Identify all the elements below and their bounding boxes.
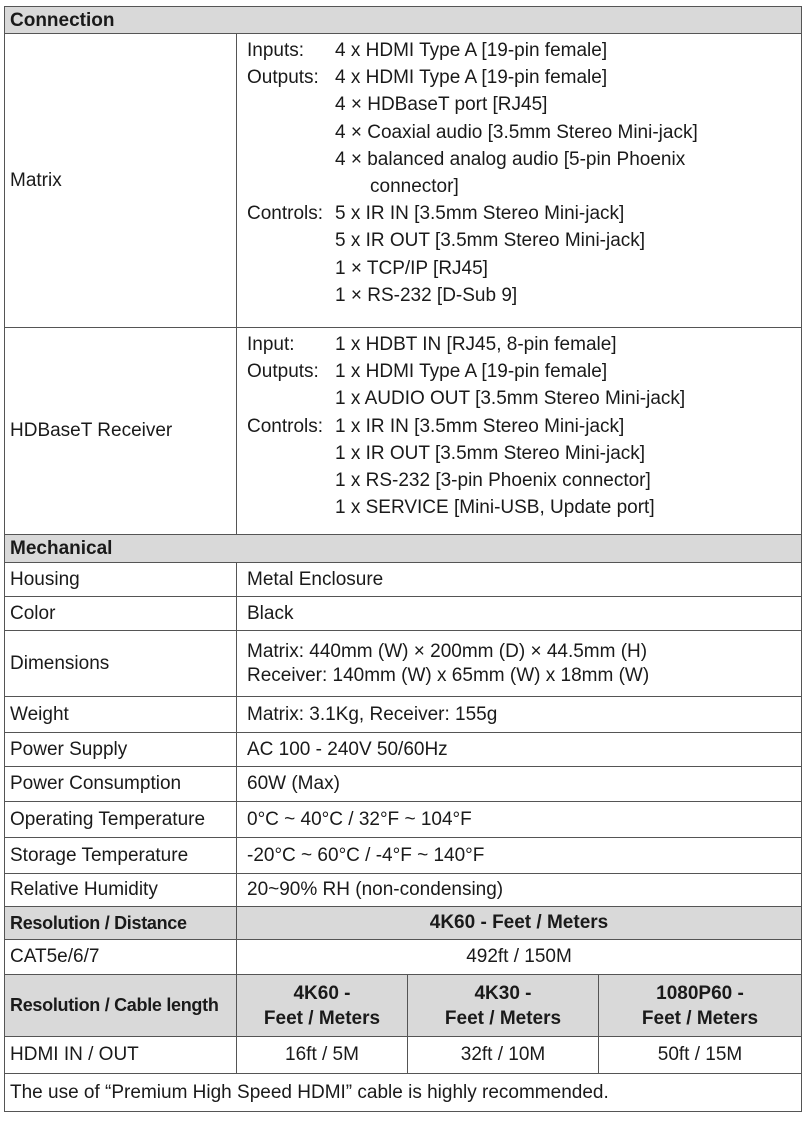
port-line-text: 1 x IR OUT [3.5mm Stereo Mini-jack] [335,442,646,464]
port-group-key: Controls: [247,415,324,437]
port-line [247,91,801,118]
port-line [247,385,801,412]
port-line [247,255,801,282]
port-line-text: 1 x IR IN [3.5mm Stereo Mini-jack] [335,415,625,437]
cable-header-row [4,975,802,1037]
dimensions-receiver: Receiver: 140mm (W) x 65mm (W) x 18mm (W) [247,664,650,686]
port-line [247,413,801,440]
matrix-label: Matrix [5,34,237,327]
housing-value: Metal Enclosure [247,568,384,590]
cable-col-4k60 [237,975,408,1036]
port-line-text: 4 × HDBaseT port [RJ45] [335,94,548,116]
col-unit: Feet / Meters [641,1007,759,1029]
section-title: Connection [10,10,115,31]
port-group-key: Inputs: [247,40,305,61]
spec-row-power-supply [4,733,802,767]
port-line-text: 1 x RS-232 [3-pin Phoenix connector] [335,469,651,491]
port-line [247,282,801,309]
power-consumption-label: Power Consumption [5,767,237,801]
relative-humidity-label: Relative Humidity [5,874,237,906]
spec-row-relative-humidity [4,874,802,907]
port-line-text: 4 x HDMI Type A [19-pin female] [335,67,608,89]
port-line-text: 4 x HDMI Type A [19-pin female] [335,40,608,61]
col-unit: Feet / Meters [263,1007,381,1029]
power-supply-value: AC 100 - 240V 50/60Hz [247,738,448,760]
port-line [247,64,801,91]
relative-humidity-value: 20~90% RH (non-condensing) [247,879,504,900]
distance-header-row [4,907,802,940]
port-line-text: 5 x IR OUT [3.5mm Stereo Mini-jack] [335,230,646,252]
cable-header-label: Resolution / Cable length [5,975,237,1036]
port-line-text: 1 x AUDIO OUT [3.5mm Stereo Mini-jack] [335,388,686,410]
dimensions-value [237,631,801,696]
port-group-key: Input: [247,334,295,355]
port-line [247,173,801,200]
spec-row-dimensions [4,631,802,697]
port-line-text: 4 × balanced analog audio [5-pin Phoenix [335,148,686,170]
spec-table [4,6,802,1112]
port-line-text: 1 x HDBT IN [RJ45, 8-pin female] [335,334,617,355]
port-group-key: Outputs: [247,67,319,89]
port-line [247,37,801,64]
color-value: Black [247,602,294,624]
receiver-ports-list [237,328,801,524]
port-line-text: 4 × Coaxial audio [3.5mm Stereo Mini-jack] [335,121,698,143]
section-header-connection [4,6,802,34]
spec-row-storage-temperature [4,838,802,874]
weight-label: Weight [5,697,237,732]
cable-col-1080p60 [599,975,801,1036]
port-line [247,358,801,385]
port-line-text: 5 x IR IN [3.5mm Stereo Mini-jack] [335,203,625,225]
spec-row-color [4,597,802,631]
port-line-text: 1 × TCP/IP [RJ45] [335,257,488,279]
distance-cat-row [4,940,802,975]
cat-label: CAT5e/6/7 [5,940,237,974]
port-line [247,200,801,227]
dimensions-matrix: Matrix: 440mm (W) × 200mm (D) × 44.5mm (H) [247,640,648,662]
spec-row-matrix [4,34,802,328]
hdmi-4k60-value: 16ft / 5M [237,1037,408,1073]
col-resolution: 1080P60 - [656,982,744,1004]
spec-row-operating-temperature [4,802,802,838]
storage-temperature-label: Storage Temperature [5,838,237,873]
port-line [247,440,801,467]
distance-header-value: 4K60 - Feet / Meters [429,912,609,933]
port-line-text: 1 x HDMI Type A [19-pin female] [335,361,608,383]
power-consumption-value: 60W (Max) [247,773,340,794]
operating-temperature-label: Operating Temperature [5,802,237,837]
section-title: Mechanical [10,538,113,559]
port-line [247,227,801,254]
color-label: Color [5,597,237,630]
hdmi-4k30-value: 32ft / 10M [408,1037,599,1073]
matrix-ports-list [237,34,801,312]
spec-row-weight [4,697,802,733]
port-line-text: connector] [370,175,459,197]
spec-row-power-consumption [4,767,802,802]
col-unit: Feet / Meters [444,1007,562,1029]
operating-temperature-value: 0°C ~ 40°C / 32°F ~ 104°F [247,808,472,830]
port-line [247,331,801,358]
port-line [247,494,801,521]
hdmi-row-label: HDMI IN / OUT [5,1037,237,1073]
hdmi-1080p60-value: 50ft / 15M [657,1044,743,1065]
recommendation-note: The use of “Premium High Speed HDMI” cable is highly recommended. [4,1074,802,1112]
col-resolution: 4K30 - [474,982,532,1004]
port-group-key: Controls: [247,203,324,225]
spec-row-housing [4,563,802,597]
port-line [247,467,801,494]
dimensions-label: Dimensions [5,631,237,696]
port-group-key: Outputs: [247,361,319,383]
distance-header-label: Resolution / Distance [5,907,237,939]
col-resolution: 4K60 - [293,982,351,1004]
port-line-text: 1 x SERVICE [Mini-USB, Update port] [335,497,655,519]
housing-label: Housing [5,563,237,596]
storage-temperature-value: -20°C ~ 60°C / -4°F ~ 140°F [247,844,485,866]
section-header-mechanical [4,535,802,563]
port-line [247,146,801,173]
receiver-label: HDBaseT Receiver [5,328,237,534]
spec-row-hdbaset-receiver [4,328,802,535]
weight-value: Matrix: 3.1Kg, Receiver: 155g [247,703,498,725]
port-line-text: 1 × RS-232 [D-Sub 9] [335,284,518,306]
power-supply-label: Power Supply [5,733,237,766]
cat-distance-value: 492ft / 150M [466,946,572,967]
port-line [247,119,801,146]
cable-col-4k30 [408,975,599,1036]
cable-hdmi-row [4,1037,802,1074]
